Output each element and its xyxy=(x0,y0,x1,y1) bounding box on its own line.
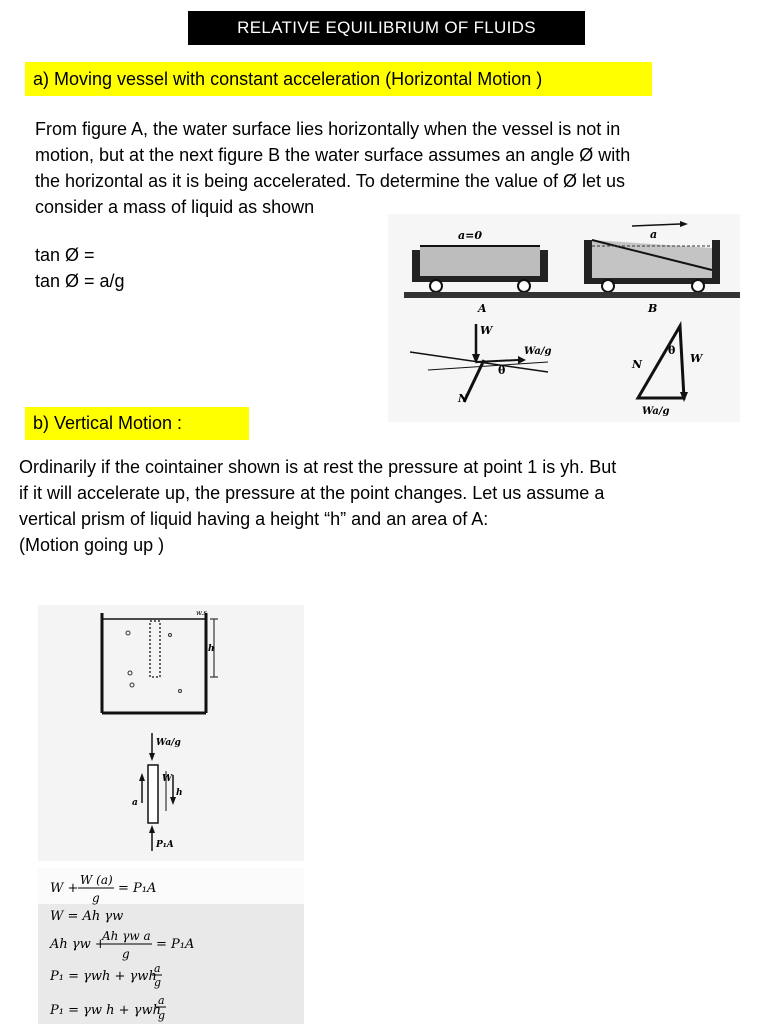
vessel-acceleration-figure xyxy=(388,214,740,422)
label-W-right: W xyxy=(690,352,703,365)
eq5-denominator: g xyxy=(158,1009,166,1022)
vertical-prism-figure xyxy=(38,605,304,861)
eq3-denominator: g xyxy=(122,947,130,961)
tank-a xyxy=(412,246,548,292)
eq5-left: P₁ = γw h + γwh xyxy=(50,1003,161,1018)
section-a-paragraph xyxy=(35,116,755,220)
label-ws: w.s xyxy=(196,609,207,617)
eq3-right: = P₁A xyxy=(156,937,195,952)
eq2: W = Ah γw xyxy=(50,909,124,924)
page-title xyxy=(188,11,585,45)
section-b-line: Ordinarily if the cointainer shown is at rest the pressure at point 1 is yh. But xyxy=(19,457,617,477)
label-a0: a=0 xyxy=(458,229,482,242)
section-a-heading-text: a) Moving vessel with constant acceleration (Horizontal Motion ) xyxy=(33,68,543,89)
label-P1A: P₁A xyxy=(156,840,174,850)
label-W-left: W xyxy=(480,324,493,337)
label-Wag-left: Wa/g xyxy=(524,346,552,357)
eq4-numerator: a xyxy=(154,962,161,975)
container xyxy=(102,613,218,713)
force-diagram-surface xyxy=(410,324,548,402)
vessel-acceleration-svg xyxy=(388,214,740,422)
section-b-heading-text: b) Vertical Motion : xyxy=(33,413,183,433)
page-title-text: RELATIVE EQUILIBRIUM OF FLUIDS xyxy=(237,18,536,37)
vertical-motion-equations xyxy=(38,868,304,1024)
section-a-line: the horizontal as it is being accelerated. To determine the value of Ø let us xyxy=(35,171,626,191)
label-h-top: h xyxy=(208,644,215,654)
eq1-left: W + xyxy=(50,881,79,896)
eq1-right: = P₁A xyxy=(118,881,157,896)
eq3-left: Ah γw + xyxy=(50,937,106,952)
section-b-paragraph xyxy=(19,454,759,558)
label-Wag-prism: Wa/g xyxy=(156,738,181,748)
section-b-line: vertical prism of liquid having a height “h” and an area of A: xyxy=(19,509,489,529)
section-a-heading xyxy=(25,62,652,96)
tan-formula-1: tan Ø = xyxy=(35,245,95,265)
ground-line xyxy=(404,292,740,298)
eq4-left: P₁ = γwh + γwh xyxy=(50,969,157,984)
eq4-denominator: g xyxy=(154,976,162,989)
eq1-denominator: g xyxy=(92,891,100,905)
force-triangle xyxy=(638,326,688,402)
label-accel: a xyxy=(650,228,658,241)
eq5-numerator: a xyxy=(158,994,165,1007)
tan-formula-2: tan Ø = a/g xyxy=(35,271,125,291)
label-theta-left: θ xyxy=(498,364,506,377)
label-a-prism: a xyxy=(132,798,138,808)
label-h-prism: h xyxy=(176,788,183,798)
section-a-line: From figure A, the water surface lies horizontally when the vessel is not in xyxy=(35,119,621,139)
label-theta-right: θ xyxy=(668,344,676,357)
label-fig-A: A xyxy=(478,302,487,315)
section-b-heading xyxy=(25,407,249,440)
label-fig-B: B xyxy=(648,302,658,315)
label-Wag-right: Wa/g xyxy=(642,406,670,417)
free-body-prism xyxy=(139,733,176,851)
section-b-line: (Motion going up ) xyxy=(19,535,165,555)
section-a-line: motion, but at the next figure B the water surface assumes an angle Ø with xyxy=(35,145,631,165)
label-N-left: N xyxy=(458,392,469,405)
section-a-line: consider a mass of liquid as shown xyxy=(35,197,315,217)
eq3-numerator: Ah γw a xyxy=(102,929,151,943)
label-N-right: N xyxy=(632,358,643,371)
label-W-prism: W xyxy=(162,774,173,784)
section-b-line: if it will accelerate up, the pressure at the point changes. Let us assume a xyxy=(19,483,605,503)
vertical-prism-svg xyxy=(38,605,304,861)
equations-svg xyxy=(38,868,304,1024)
eq1-numerator: W (a) xyxy=(80,873,113,887)
